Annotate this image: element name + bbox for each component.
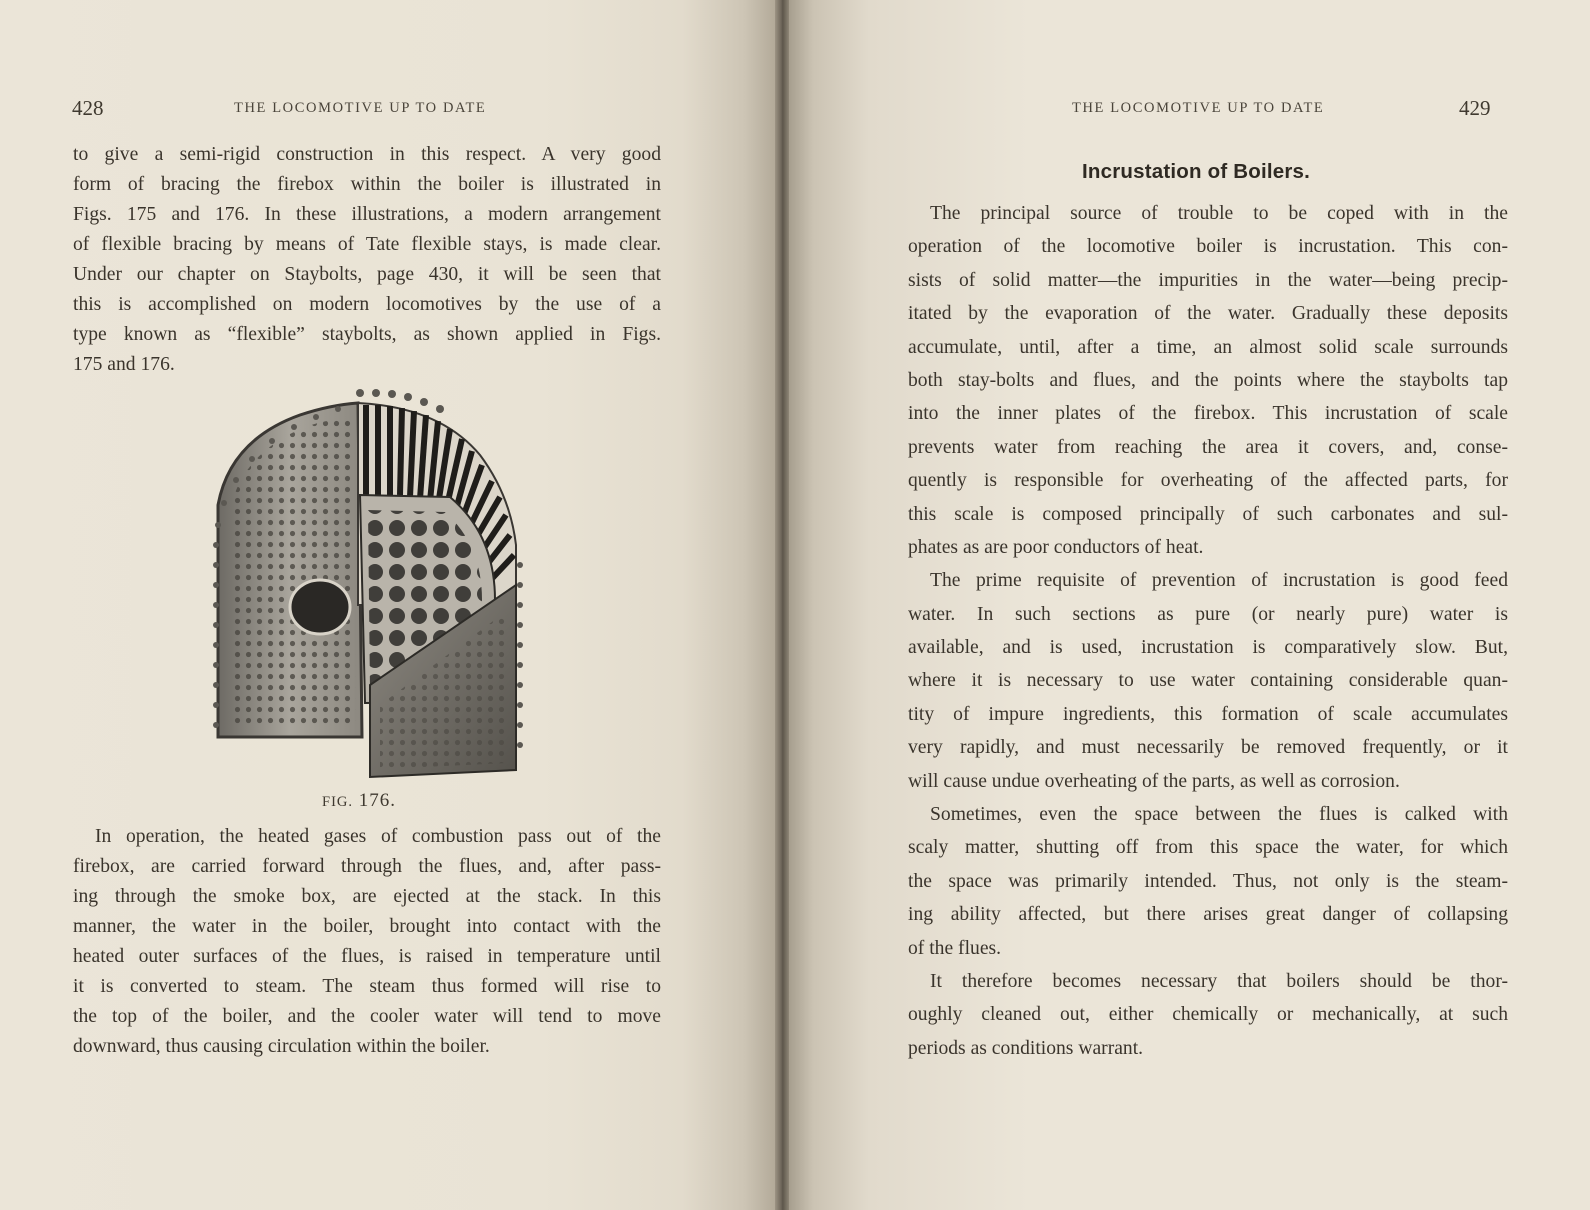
right-body-text bbox=[908, 197, 1508, 1065]
text-line: sists of solid matter—the impurities in the water—being precip- bbox=[908, 269, 1508, 291]
text-line: scaly matter, shutting off from this space the water, for which bbox=[908, 837, 1508, 859]
left-page-number: 428 bbox=[72, 96, 104, 120]
text-line: the space was primarily intended. Thus, not only is the steam- bbox=[908, 870, 1508, 892]
right-page-number: 429 bbox=[1459, 96, 1491, 120]
figure-caption-prefix: FIG. bbox=[322, 794, 353, 810]
text-line: ing ability affected, but there arises great danger of collapsing bbox=[908, 904, 1508, 926]
text-line: In operation, the heated gases of combustion pass out of the bbox=[95, 826, 661, 847]
text-line: manner, the water in the boiler, brought into contact with the bbox=[73, 916, 661, 937]
text-line: water. In such sections as pure (or nearly pure) water is bbox=[908, 603, 1508, 625]
text-line: oughly cleaned out, either chemically or mechanically, at such bbox=[908, 1004, 1508, 1026]
text-line: of flexible bracing by means of Tate flexible stays, is made clear. bbox=[73, 234, 661, 255]
figure-176-firebox-illustration bbox=[210, 385, 530, 780]
text-line: downward, thus causing circulation within the boiler. bbox=[73, 1036, 490, 1057]
text-line: type known as “flexible” staybolts, as shown applied in Figs. bbox=[73, 324, 661, 345]
right-running-head: THE LOCOMOTIVE UP TO DATE bbox=[1072, 100, 1325, 116]
text-line: Figs. 175 and 176. In these illustrations, a modern arrangement bbox=[73, 204, 661, 225]
text-line: firebox, are carried forward through the flues, and, after pass- bbox=[73, 856, 661, 877]
paragraph bbox=[908, 965, 1508, 1065]
figure-caption-number: 176. bbox=[358, 790, 396, 811]
text-line: into the inner plates of the firebox. This incrustation of scale bbox=[908, 403, 1508, 425]
text-line: quently is responsible for overheating of the affected parts, for bbox=[908, 470, 1508, 492]
left-bottom-text bbox=[73, 822, 661, 1062]
text-line: operation of the locomotive boiler is incrustation. This con- bbox=[908, 236, 1508, 258]
text-line: Sometimes, even the space between the flues is calked with bbox=[930, 804, 1508, 826]
text-line: It therefore becomes necessary that boilers should be thor- bbox=[930, 970, 1508, 992]
text-line: this scale is composed principally of such carbonates and sul- bbox=[908, 503, 1508, 525]
paragraph bbox=[908, 798, 1508, 965]
text-line: will cause undue overheating of the parts, as well as corrosion. bbox=[908, 770, 1400, 792]
text-line: 175 and 176. bbox=[73, 354, 175, 375]
paragraph bbox=[908, 564, 1508, 798]
text-line: very rapidly, and must necessarily be removed frequently, or it bbox=[908, 737, 1508, 759]
text-line: form of bracing the firebox within the boiler is illustrated in bbox=[73, 174, 661, 195]
paragraph bbox=[908, 197, 1508, 564]
figure-caption bbox=[322, 790, 396, 812]
left-running-head: THE LOCOMOTIVE UP TO DATE bbox=[234, 100, 487, 116]
text-line: both stay-bolts and flues, and the points where the staybolts tap bbox=[908, 369, 1508, 391]
text-line: itated by the evaporation of the water. Gradually these deposits bbox=[908, 303, 1508, 325]
text-line: it is converted to steam. The steam thus formed will rise to bbox=[73, 976, 661, 997]
text-line: phates as are poor conductors of heat. bbox=[908, 536, 1204, 558]
text-line: this is accomplished on modern locomotives by the use of a bbox=[73, 294, 661, 315]
text-line: the top of the boiler, and the cooler water will tend to move bbox=[73, 1006, 661, 1027]
text-line: to give a semi-rigid construction in this respect. A very good bbox=[73, 144, 661, 165]
left-top-text bbox=[73, 140, 661, 380]
text-line: where it is necessary to use water containing considerable quan- bbox=[908, 670, 1508, 692]
text-line: tity of impure ingredients, this formation of scale accumulates bbox=[908, 703, 1508, 725]
text-line: The principal source of trouble to be coped with in the bbox=[930, 203, 1508, 224]
text-line: ing through the smoke box, are ejected at the stack. In this bbox=[73, 886, 661, 907]
text-line: prevents water from reaching the area it covers, and, conse- bbox=[908, 436, 1508, 458]
text-line: heated outer surfaces of the flues, is raised in temperature until bbox=[73, 946, 661, 967]
text-line: available, and is used, incrustation is comparatively slow. But, bbox=[908, 637, 1508, 659]
text-line: periods as conditions warrant. bbox=[908, 1037, 1144, 1059]
book-gutter bbox=[775, 0, 789, 1210]
left-page bbox=[0, 0, 775, 1210]
text-line: The prime requisite of prevention of incrustation is good feed bbox=[930, 570, 1508, 592]
text-line: accumulate, until, after a time, an almost solid scale surrounds bbox=[908, 336, 1508, 358]
text-line: of the flues. bbox=[908, 937, 1002, 959]
section-title: Incrustation of Boilers. bbox=[1082, 160, 1311, 183]
text-line: Under our chapter on Staybolts, page 430, it will be seen that bbox=[73, 264, 661, 285]
